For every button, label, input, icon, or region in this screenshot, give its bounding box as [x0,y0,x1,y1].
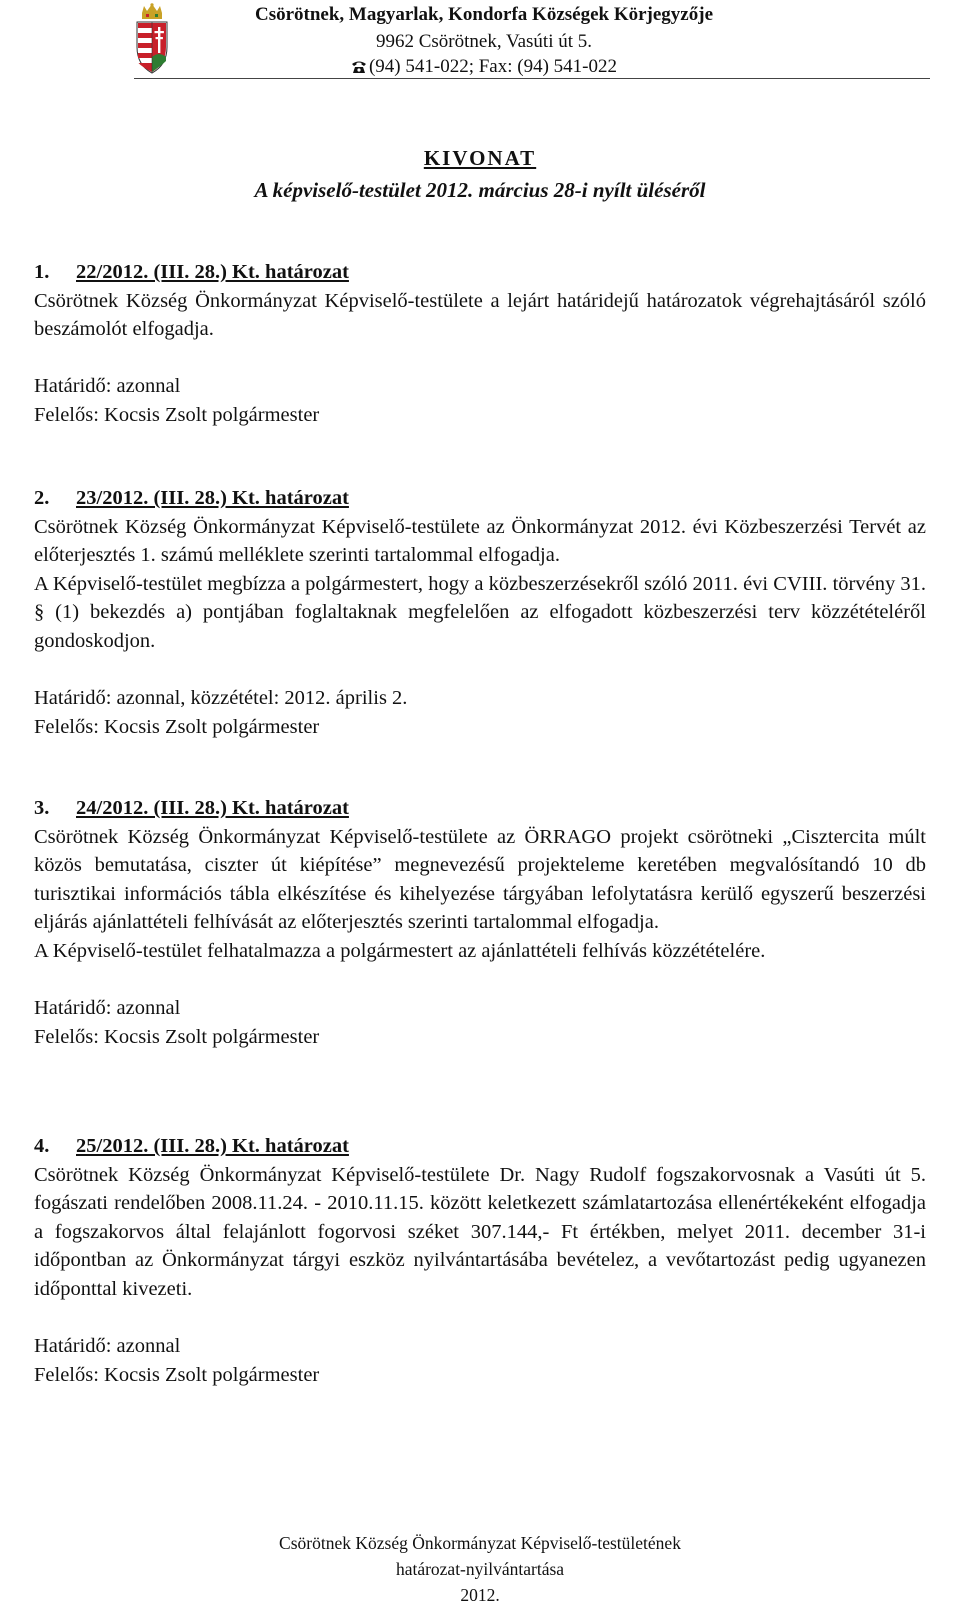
resolution-reference: 23/2012. (III. 28.) Kt. határozat [76,487,349,509]
resolution-heading [34,794,926,823]
spacer [34,656,926,685]
resolution-2 [34,484,926,741]
spacer [34,344,926,373]
resolution-deadline: Határidő: azonnal [34,375,181,398]
resolution-deadline: Határidő: azonnal [34,997,181,1020]
resolution-heading [34,258,926,287]
resolution-deadline: Határidő: azonnal, közzététel: 2012. április 2. [34,687,408,710]
resolution-number: 2. [34,487,50,509]
footer-line-3: 2012. [460,1585,500,1605]
resolution-text: A Képviselő-testület felhatalmazza a polgármestert az ajánlattételi felhívás közzétételére. [34,939,766,962]
spacer [34,966,926,995]
resolution-reference: 24/2012. (III. 28.) Kt. határozat [76,797,349,819]
resolution-responsible: Felelős: Kocsis Zsolt polgármester [34,715,320,738]
resolution-number: 1. [34,261,50,283]
header-contact [174,56,794,78]
resolution-4 [34,1132,926,1389]
resolution-heading [34,484,926,513]
document-subtitle: A képviselő-testület 2012. március 28-i nyílt üléséről [254,178,706,202]
resolution-responsible: Felelős: Kocsis Zsolt polgármester [34,1363,320,1386]
phone-icon [351,59,367,74]
resolution-reference: 22/2012. (III. 28.) Kt. határozat [76,261,349,283]
resolution-number: 3. [34,797,50,819]
header-org-name: Csörötnek, Magyarlak, Kondorfa Községek Körjegyzője [254,4,714,25]
resolution-responsible: Felelős: Kocsis Zsolt polgármester [34,1025,320,1048]
resolution-responsible: Felelős: Kocsis Zsolt polgármester [34,403,320,426]
resolution-text: Csörötnek Község Önkormányzat Képviselő-testülete a lejárt határidejű határozatok végrehajtásáról szóló beszámolót elfogadja. [34,289,926,341]
resolution-text: Csörötnek Község Önkormányzat Képviselő-testülete az Önkormányzat 2012. évi Közbeszerzési Tervét az előterjesztés 1. számú melléklete szerinti tartalommal elfogadja. [34,515,926,567]
coat-of-arms-icon [134,3,170,75]
resolution-text: Csörötnek Község Önkormányzat Képviselő-testülete Dr. Nagy Rudolf fogszakorvosnak a Vasúti út 5. fogászati rendelőben 2008.11.24. - 2010.11.15. között keletkezett számlatartozása ellenértékeként elfogadja a fogszakorvos által felajánlott fogorvosi széket 307.144,- Ft értékben, melyet 2011. december 31-i időpontban az Önkormányzat tárgyi eszköz nyilvántartásába bevételez, a vevőtartozást pedig ugyanezen időponttal kivezeti. [34,1163,926,1300]
resolution-1 [34,258,926,430]
document-title: KIVONAT [423,146,537,170]
header-address: 9962 Csörötnek, Vasúti út 5. [375,31,593,52]
header-divider [134,78,930,79]
header-contact-text: (94) 541-022; Fax: (94) 541-022 [368,56,618,77]
page-footer [0,1530,960,1608]
spacer [34,1304,926,1333]
resolution-3 [34,794,926,1051]
footer-line-1: Csörötnek Község Önkormányzat Képviselő-testületének [279,1533,681,1553]
resolution-number: 4. [34,1135,50,1157]
resolution-text: A Képviselő-testület megbízza a polgármestert, hogy a közbeszerzésekről szóló 2011. évi CVIII. törvény 31. § (1) bekezdés a) pontjában foglaltaknak megfelelően az elfogadott közbeszerzési terv közzétételéről gondoskodjon. [34,572,926,652]
resolution-deadline: Határidő: azonnal [34,1335,181,1358]
resolution-text: Csörötnek Község Önkormányzat Képviselő-testülete az ÖRRAGO projekt csörötneki „Cisztercita múlt közös bemutatása, ciszter út kiépítése” megnevezésű projekteleme keretében megvalósítandó 10 db turisztikai információs tábla elkészítése és kihelyezése tárgyában lefolytatásra kerülő egyszerű beszerzési eljárás ajánlattételi felhívását az előterjesztés szerinti tartalommal elfogadja. [34,825,926,934]
resolution-reference: 25/2012. (III. 28.) Kt. határozat [76,1135,349,1157]
footer-line-2: határozat-nyilvántartása [395,1559,565,1579]
resolution-heading [34,1132,926,1161]
